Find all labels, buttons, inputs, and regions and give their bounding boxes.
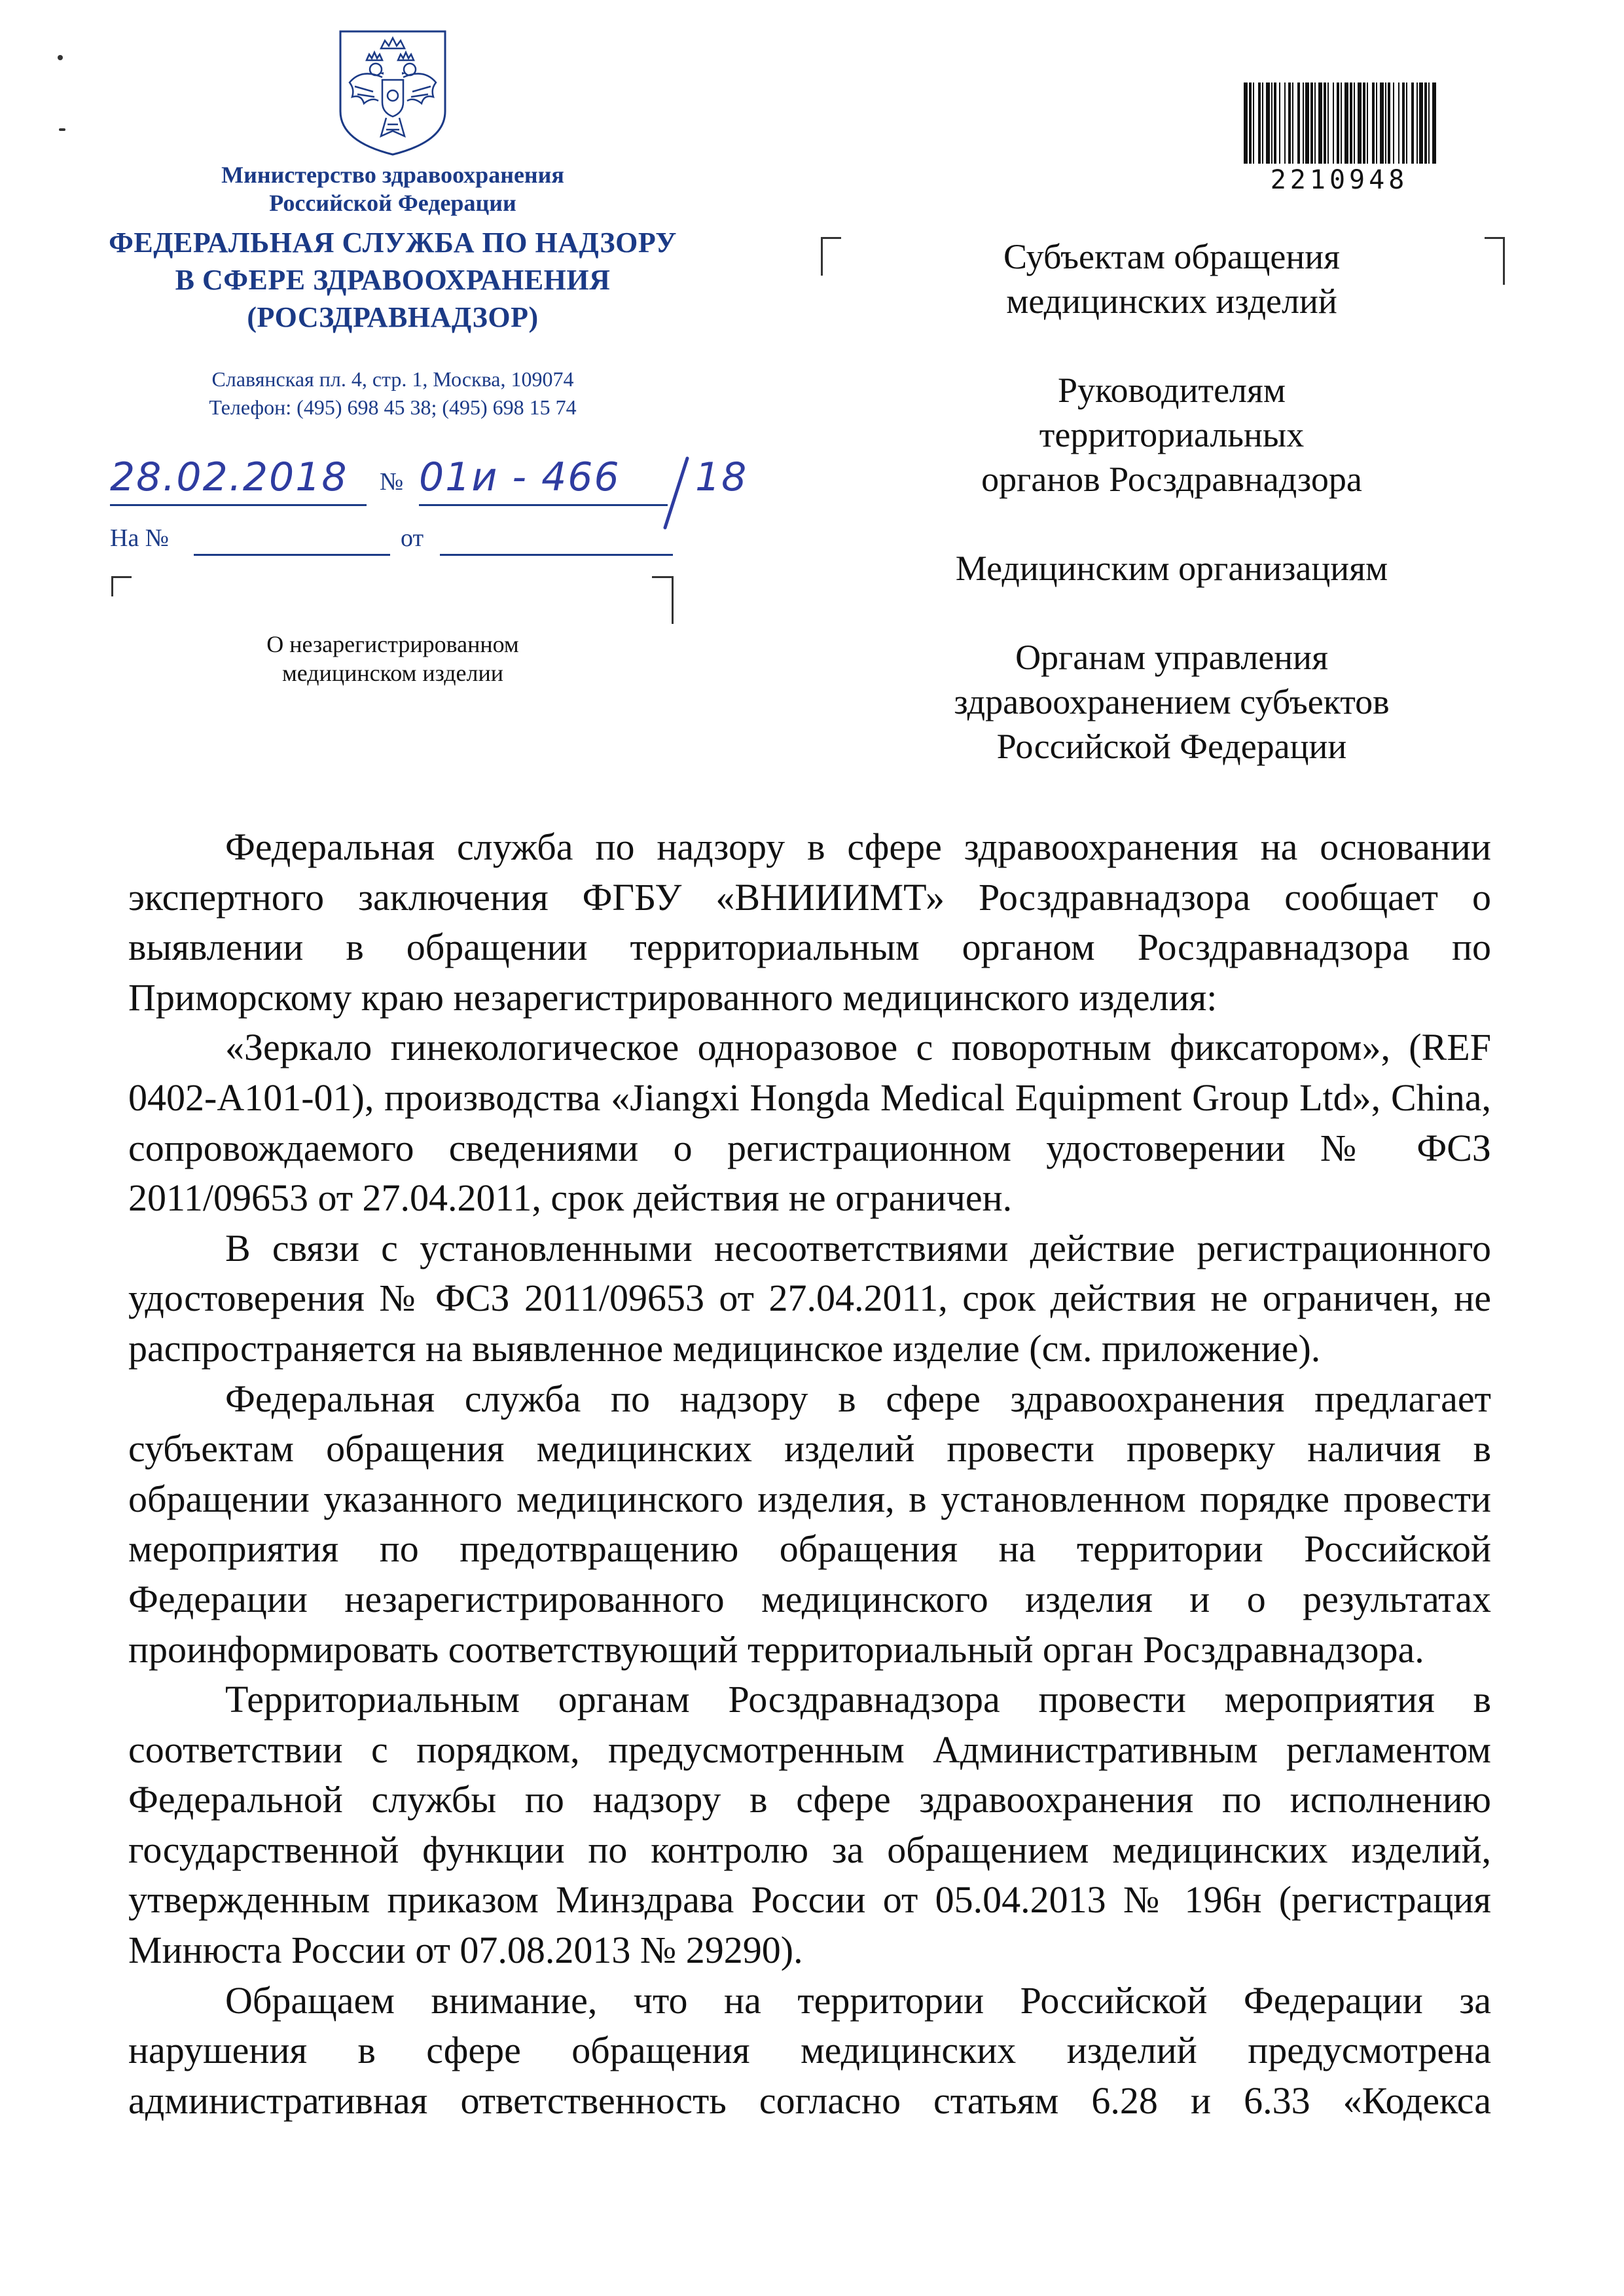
ministry-line: Российской Федерации [269, 190, 516, 216]
barcode-bar [1380, 82, 1384, 164]
barcode-bar [1367, 82, 1368, 164]
barcode-bar [1310, 82, 1313, 164]
coat-of-arms-emblem [335, 26, 450, 157]
barcode-bar [1376, 82, 1377, 164]
barcode-bar [1372, 82, 1375, 164]
scan-speck [59, 128, 65, 131]
reference-number-line [194, 554, 390, 556]
reference-date-line [440, 554, 673, 556]
addressee-line: здравоохранением субъектов [954, 682, 1390, 721]
barcode-bar [1406, 82, 1407, 164]
phone-line: Телефон: (495) 698 45 38; (495) 698 15 74 [209, 395, 577, 419]
barcode-bar [1419, 82, 1423, 164]
ministry-line: Министерство здравоохранения [221, 162, 564, 188]
addressee-line: медицинских изделий [1006, 282, 1337, 321]
barcode-bar [1314, 82, 1316, 164]
barcode-bar [1327, 82, 1329, 164]
barcode-bar [1262, 82, 1263, 164]
subject-corner-right [652, 576, 674, 624]
letter-body [128, 822, 1491, 2126]
date-underline [110, 504, 367, 506]
addressee-corner-right [1485, 237, 1505, 285]
barcode-bar [1411, 82, 1414, 164]
service-line: (РОСЗДРАВНАДЗОР) [247, 301, 539, 333]
service-address [92, 365, 694, 422]
subject-corner-left [111, 576, 132, 596]
barcode-bar [1244, 82, 1248, 164]
barcode-bar [1393, 82, 1394, 164]
barcode-bar [1292, 82, 1293, 164]
addressee-entry [897, 635, 1447, 769]
barcode-bar [1249, 82, 1252, 164]
number-sign: № [380, 468, 404, 496]
service-name [79, 224, 707, 336]
body-paragraph: Федеральная служба по надзору в сфере здравоохранения предлагает субъектам обращения медицинских изделий провести проверку наличия в обращении указанного медицинского изделия, в установленном порядке провести мероприятия по предотвращению обращения на территории Российской Федерации незарегистрированного медицинского изделия и о результатах проинформировать соответствующий территориальный орган Росздравнадзора. [128, 1377, 1491, 1671]
body-paragraph: Территориальным органам Росздравнадзора провести мероприятия в соответствии с порядком, предусмотренным Административным регламентом Федеральной службы по надзору в сфере здравоохранения по исполнению государственной функции по контролю за обращением медицинских изделий, утвержденным приказом Минздрава России от 05.04.2013 № 196н (регистрация Минюста России от 07.08.2013 № 29290). [128, 1678, 1491, 1972]
handwritten-number: 01и - 466 [419, 454, 621, 500]
addressee-entry [897, 234, 1447, 323]
addressee-entry [897, 546, 1447, 591]
barcode-bar [1341, 82, 1342, 164]
addressee-corner-left [821, 237, 841, 276]
barcode-bar [1266, 82, 1270, 164]
reference-from-label: от [401, 524, 424, 552]
service-line: В СФЕРЕ ЗДРАВООХРАНЕНИЯ [175, 264, 611, 296]
barcode-bar [1253, 82, 1254, 164]
barcode-bar [1350, 82, 1352, 164]
barcode-bar [1344, 82, 1348, 164]
barcode-bar [1274, 82, 1276, 164]
barcode-bar [1258, 82, 1261, 164]
addressee-line: органов Росздравнадзора [981, 460, 1362, 499]
address-line: Славянская пл. 4, стр. 1, Москва, 109074 [211, 367, 574, 391]
handwritten-number-suffix: 18 [695, 454, 748, 500]
barcode-bar [1279, 82, 1280, 164]
barcode-bar [1385, 82, 1386, 164]
barcode-bar [1303, 82, 1304, 164]
ministry-name [105, 161, 681, 217]
barcode-bar [1271, 82, 1272, 164]
barcode-bar [1333, 82, 1334, 164]
body-paragraph: Федеральная служба по надзору в сфере здравоохранения на основании экспертного заключения ФГБУ «ВНИИИМТ» Росздравнадзора сообщает о выявлении в обращении территориальным органом Росздравнадзора по Приморскому краю незарегистрированного медицинского изделия: [128, 826, 1491, 1019]
letter-subject [196, 630, 589, 687]
barcode-bar [1358, 82, 1362, 164]
service-line: ФЕДЕРАЛЬНАЯ СЛУЖБА ПО НАДЗОРУ [109, 227, 677, 259]
number-slash-mark [656, 454, 693, 533]
addressee-line: Российской Федерации [996, 727, 1347, 766]
number-underline [419, 504, 668, 506]
addressee-line: Руководителям [1058, 371, 1286, 410]
body-paragraph: Обращаем внимание, что на территории Российской Федерации за нарушения в сфере обращения медицинских изделий предусмотрена административная ответственность согласно статьям 6.28 и 6.33 «Кодекса [128, 1978, 1491, 2122]
barcode-bar [1284, 82, 1286, 164]
addressee-line: территориальных [1039, 415, 1305, 454]
barcode-bar [1398, 82, 1399, 164]
subject-line: О незарегистрированном [266, 631, 519, 657]
barcode-bar [1288, 82, 1291, 164]
barcode-bar [1324, 82, 1326, 164]
barcode-number: 2210948 [1270, 165, 1409, 195]
addressee-entry [897, 368, 1447, 501]
barcode-bar [1354, 82, 1355, 164]
addressee-line: Медицинским организациям [955, 549, 1388, 588]
barcode-bar [1428, 82, 1430, 164]
barcode-bar [1318, 82, 1322, 164]
barcode-bar [1432, 82, 1436, 164]
reference-label: На № [110, 524, 170, 552]
scan-speck [58, 55, 63, 60]
barcode-bar [1424, 82, 1427, 164]
body-paragraph: В связи с установленными несоответствиями действие регистрационного удостоверения № ФСЗ 2011/09653 от 27.04.2011, срок действия не ограничен, не распространяется на выявленное медицинское изделие (см. приложение). [128, 1226, 1491, 1370]
barcode-bar [1402, 82, 1405, 164]
addressee-line: Органам управления [1015, 638, 1328, 677]
barcode-bar [1363, 82, 1365, 164]
subject-line: медицинском изделии [281, 660, 504, 686]
barcode-bar [1305, 82, 1309, 164]
barcode-bar [1297, 82, 1300, 164]
barcode-bar [1388, 82, 1390, 164]
body-paragraph: «Зеркало гинекологическое одноразовое с поворотным фиксатором», (REF 0402-A101-01), производства «Jiangxi Hongda Medical Equipment Group Ltd», China, сопровождаемого сведениями о регистрационном удостоверении № ФСЗ 2011/09653 от 27.04.2011, срок действия не ограничен. [128, 1026, 1491, 1220]
document-barcode [1241, 82, 1437, 164]
addressee-line: Субъектам обращения [1003, 237, 1341, 276]
barcode-bar [1337, 82, 1339, 164]
handwritten-date: 28.02.2018 [110, 454, 348, 500]
barcode-bar [1416, 82, 1418, 164]
addressee-block [897, 234, 1447, 769]
